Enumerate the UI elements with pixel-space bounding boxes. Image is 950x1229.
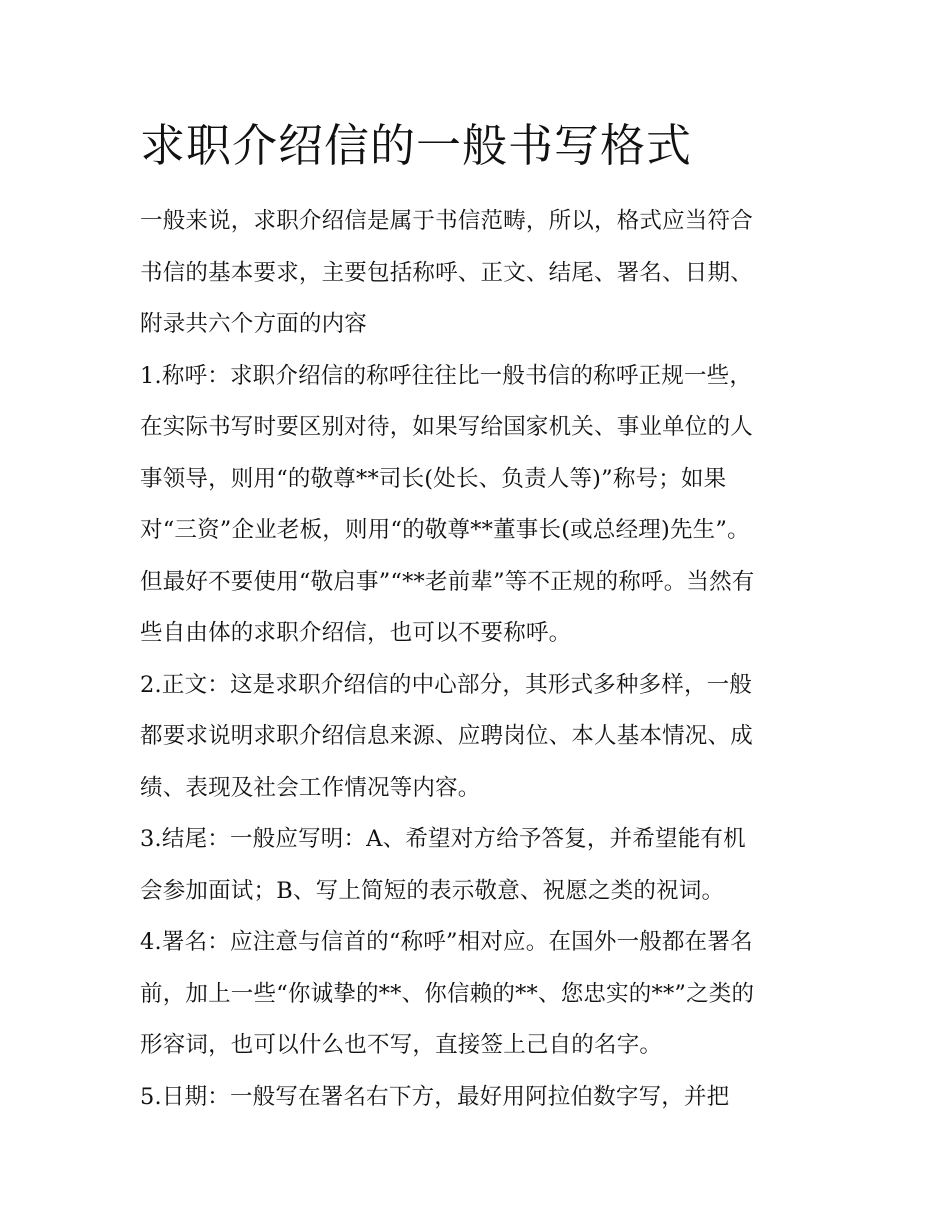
section-signature: [140, 917, 820, 1072]
text-line: 都要求说明求职介绍信息来源、应聘岗位、本人基本情况、成: [140, 723, 753, 749]
text-line: 2.正文：这是求职介绍信的中心部分，其形式多种多样，一般: [140, 671, 753, 698]
document-page: [140, 110, 820, 1123]
text-line: 1.称呼：求职介绍信的称呼往往比一般书信的称呼正规一些，: [140, 362, 753, 389]
section-salutation: [140, 351, 820, 660]
text-line: 绩、表现及社会工作情况等内容。: [140, 774, 481, 801]
text-line: 一般来说，求职介绍信是属于书信范畴，所以，格式应当符合: [140, 208, 753, 234]
text-line: 事领导，则用“的敬尊**司长(处长、负责人等)”称号；如果: [140, 465, 727, 492]
text-line: 在实际书写时要区别对待，如果写给国家机关、事业单位的人: [140, 414, 753, 440]
section-body: [140, 660, 820, 815]
intro-paragraph: [140, 196, 820, 351]
text-line: 形容词，也可以什么也不写，直接签上己自的名字。: [140, 1032, 663, 1058]
text-line: 附录共六个方面的内容: [140, 311, 368, 337]
text-line: 前，加上一些“你诚挚的**、你信赖的**、您忠实的**”之类的: [140, 980, 755, 1007]
section-date: [140, 1072, 820, 1124]
text-line: 但最好不要使用“敬启事”“**老前辈”等不正规的称呼。当然有: [140, 568, 755, 595]
text-line: 3.结尾：一般应写明：A、希望对方给予答复，并希望能有机: [140, 826, 746, 852]
text-line: 对“三资”企业老板，则用“的敬尊**董事长(或总经理)先生”。: [140, 517, 750, 543]
text-line: 会参加面试；B、写上简短的表示敬意、祝愿之类的祝词。: [140, 877, 725, 904]
section-closing: [140, 814, 820, 917]
text-line: 些自由体的求职介绍信，也可以不要称呼。: [140, 620, 572, 646]
text-line: 4.署名：应注意与信首的“称呼”相对应。在国外一般都在署名: [140, 929, 753, 955]
document-title: 求职介绍信的一般书写格式: [140, 119, 693, 172]
text-line: 5.日期：一般写在署名右下方，最好用阿拉伯数字写，并把: [140, 1083, 730, 1110]
text-line: 书信的基本要求，主要包括称呼、正文、结尾、署名、日期、: [140, 259, 753, 286]
